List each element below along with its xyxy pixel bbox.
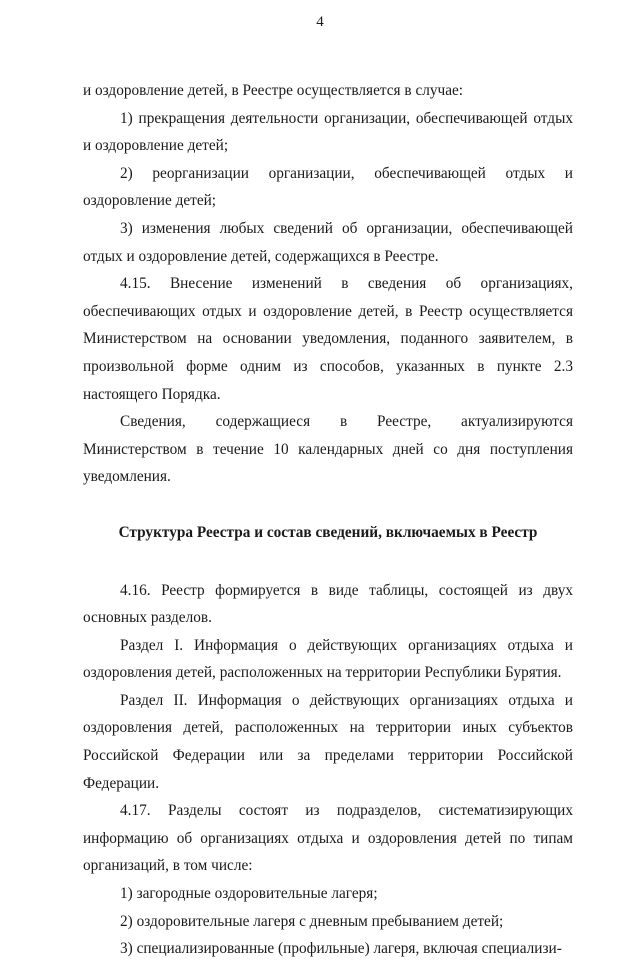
- paragraph-4-17: 4.17. Разделы состоят из подразделов, систематизирующих информацию об организациях отдыха и оздоровления детей по типам организаций, в том числе:: [83, 802, 573, 875]
- camp-type-1: 1) загородные оздоровительные лагеря;: [120, 885, 378, 903]
- list-item-3: 3) изменения любых сведений об организации, обеспечивающей отдых и оздоровление детей, содержащихся в Реестре.: [83, 219, 573, 265]
- paragraph-4-15: 4.15. Внесение изменений в сведения об организациях, обеспечивающих отдых и оздоровление детей, в Реестр осуществляется Министерством на основании уведомления, поданного заявителем, в произвольной форме одним из способов, указанных в пункте 2.3 настоящего Порядка.: [83, 275, 573, 403]
- paragraph-section-1: Раздел I. Информация о действующих организациях отдыха и оздоровления детей, расположенных на территории Республики Бурятия.: [83, 636, 573, 682]
- page-number: 4: [316, 14, 324, 30]
- camp-type-2: 2) оздоровительные лагеря с дневным пребыванием детей;: [120, 912, 504, 930]
- list-item-1: 1) прекращения деятельности организации, обеспечивающей отдых и оздоровление детей;: [83, 109, 573, 155]
- paragraph-section-2: Раздел II. Информация о действующих организациях отдыха и оздоровления детей, расположенных на территории иных субъектов Российской Федерации или за пределами территории Российской Федерации.: [83, 691, 573, 792]
- list-item-2: 2) реорганизации организации, обеспечивающей отдых и оздоровление детей;: [83, 164, 573, 210]
- paragraph-continuation: и оздоровление детей, в Реестре осуществляется в случае:: [83, 82, 464, 99]
- document-body: [83, 77, 573, 963]
- paragraph-actualization: Сведения, содержащиеся в Реестре, актуализируются Министерством в течение 10 календарных дней со дня поступления уведомления.: [83, 413, 573, 486]
- camp-type-3: 3) специализированные (профильные) лагеря, включая специализи-: [120, 940, 562, 958]
- section-heading: Структура Реестра и состав сведений, включаемых в Реестр: [118, 523, 538, 541]
- paragraph-4-16: 4.16. Реестр формируется в виде таблицы, состоящей из двух основных разделов.: [83, 581, 573, 627]
